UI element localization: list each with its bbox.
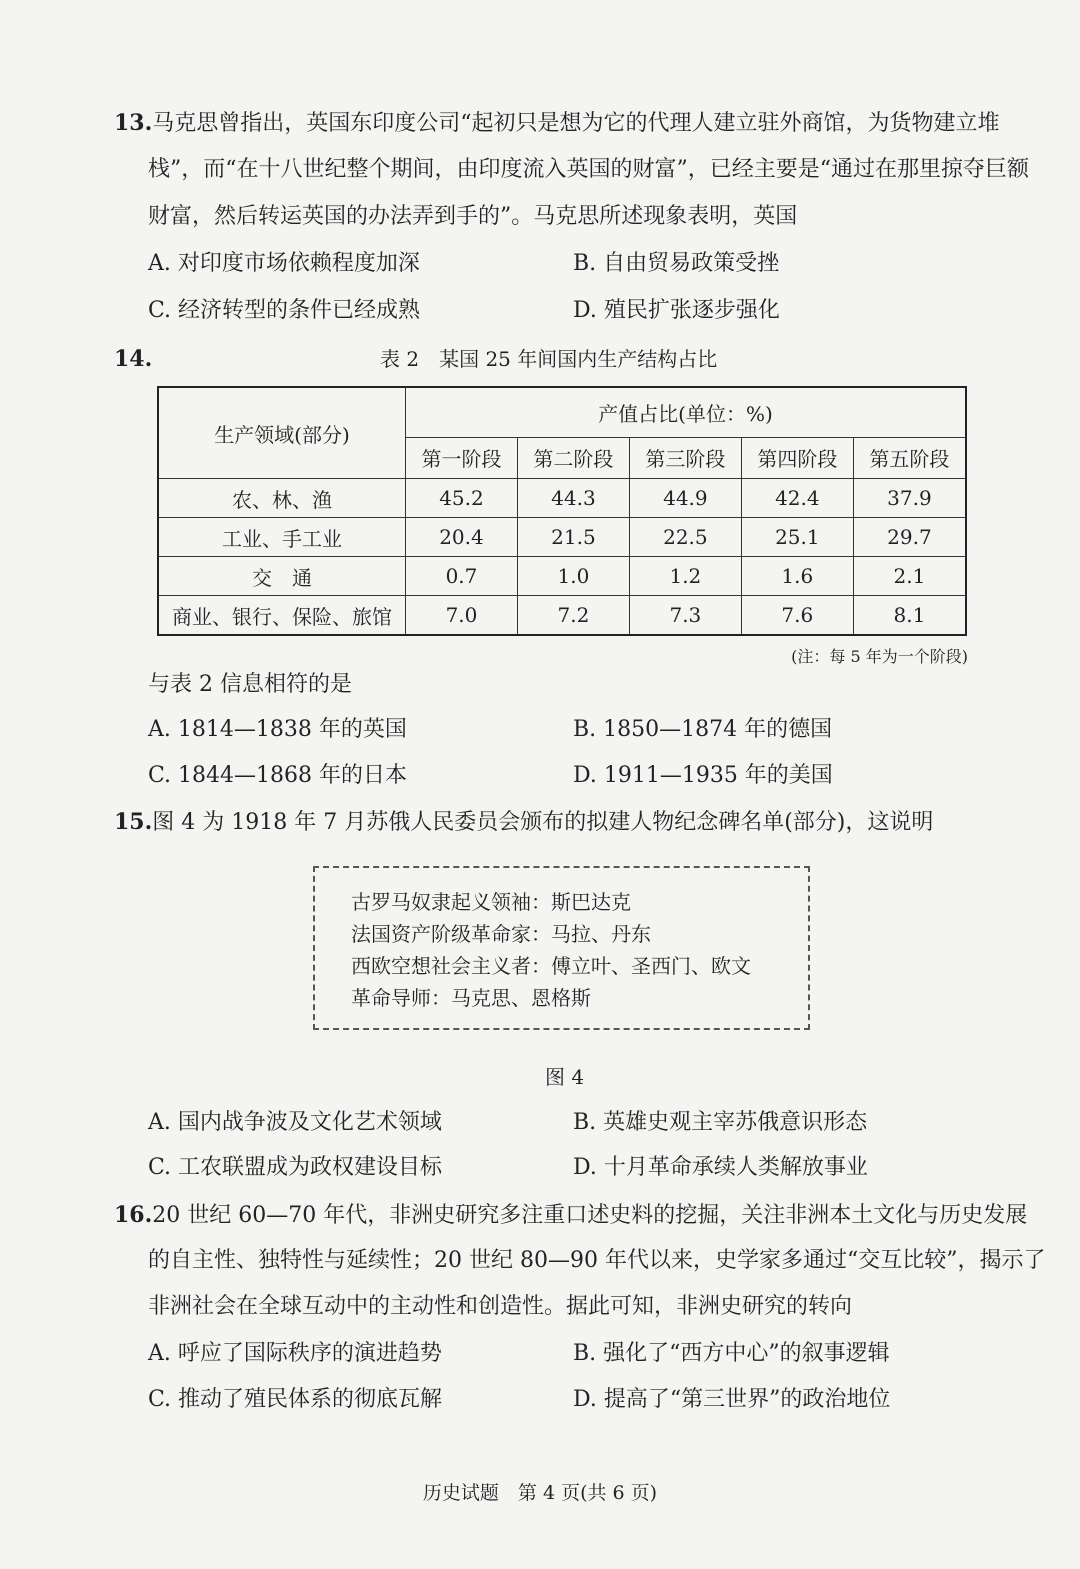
production-structure-table [157,386,967,636]
option-b[interactable]: B. 自由贸易政策受挫 [573,251,780,276]
table-cell: 8.1 [853,596,966,636]
table-row [158,596,966,636]
row-label: 商业、银行、保险、旅馆 [158,596,406,636]
option-c[interactable]: C. 推动了殖民体系的彻底瓦解 [148,1387,443,1412]
table-cell: 7.3 [629,596,741,636]
question-number: 13. [114,110,153,136]
table-group-header: 产值占比(单位：%) [406,387,967,437]
option-c[interactable]: C. 1844—1868 年的日本 [148,763,408,788]
figure-line: 法国资产阶级革命家：马拉、丹东 [351,922,651,946]
table-column-header: 第四阶段 [741,437,853,478]
table-cell: 1.2 [629,557,741,596]
table-cell: 1.0 [517,557,629,596]
table-row-header: 生产领域(部分) [158,387,406,479]
question-text-line: 的自主性、独特性与延续性；20 世纪 80—90 年代以来，史学家多通过“交互比较”，揭示了 [148,1248,1046,1273]
table-cell: 25.1 [741,518,853,557]
table-note: (注：每 5 年为一个阶段) [791,647,968,666]
option-d[interactable]: D. 殖民扩张逐步强化 [573,298,780,323]
table-cell: 2.1 [853,557,966,596]
option-c[interactable]: C. 经济转型的条件已经成熟 [148,298,421,323]
table-cell: 29.7 [853,518,966,557]
table-cell: 7.6 [741,596,853,636]
table-cell: 42.4 [741,479,853,518]
question-text-line: 20 世纪 60—70 年代，非洲史研究多注重口述史料的挖掘，关注非洲本土文化与历史发展 [152,1203,1028,1228]
figure-caption: 图 4 [545,1065,585,1089]
table-cell: 22.5 [629,518,741,557]
question-stem: 与表 2 信息相符的是 [148,672,352,697]
option-a[interactable]: A. 1814—1838 年的英国 [148,717,407,742]
row-label: 农、林、渔 [158,479,406,518]
row-label: 工业、手工业 [158,518,406,557]
option-b[interactable]: B. 强化了“西方中心”的叙事逻辑 [573,1341,890,1366]
option-b[interactable]: B. 英雄史观主宰苏俄意识形态 [573,1110,868,1135]
table-cell: 1.6 [741,557,853,596]
question-text-line: 栈”，而“在十八世纪整个期间，由印度流入英国的财富”，已经主要是“通过在那里掠夺巨额 [148,157,1029,182]
table-title: 表 2 某国 25 年间国内生产结构占比 [380,347,718,371]
row-label: 交 通 [158,557,406,596]
table-row [158,557,966,596]
option-b[interactable]: B. 1850—1874 年的德国 [573,717,833,742]
table-cell: 21.5 [517,518,629,557]
option-c[interactable]: C. 工农联盟成为政权建设目标 [148,1155,443,1180]
option-d[interactable]: D. 十月革命承续人类解放事业 [573,1155,868,1180]
figure-4-box [313,866,810,1030]
table-column-header: 第三阶段 [629,437,741,478]
table-column-header: 第五阶段 [853,437,966,478]
question-stem: 图 4 为 1918 年 7 月苏俄人民委员会颁布的拟建人物纪念碑名单(部分)，这说明 [152,810,934,835]
option-a[interactable]: A. 国内战争波及文化艺术领域 [148,1110,442,1135]
page-footer: 历史试题 第 4 页(共 6 页) [422,1482,658,1504]
table-column-header: 第二阶段 [517,437,629,478]
question-text-line: 财富，然后转运英国的办法弄到手的”。马克思所述现象表明，英国 [148,204,798,229]
table-cell: 0.7 [406,557,518,596]
table-cell: 20.4 [406,518,518,557]
table-cell: 7.2 [517,596,629,636]
option-a[interactable]: A. 对印度市场依赖程度加深 [148,251,420,276]
question-text-line: 马克思曾指出，英国东印度公司“起初只是想为它的代理人建立驻外商馆，为货物建立堆 [152,111,1000,136]
figure-line: 古罗马奴隶起义领袖：斯巴达克 [351,890,631,914]
table-cell: 45.2 [406,479,518,518]
question-number: 14. [114,346,153,372]
table-cell: 37.9 [853,479,966,518]
question-number: 16. [114,1202,153,1228]
option-d[interactable]: D. 提高了“第三世界”的政治地位 [573,1387,891,1412]
table-row [158,518,966,557]
option-d[interactable]: D. 1911—1935 年的美国 [573,763,833,788]
table-row [158,479,966,518]
table-cell: 44.3 [517,479,629,518]
question-number: 15. [114,809,153,835]
figure-line: 西欧空想社会主义者：傅立叶、圣西门、欧文 [351,954,751,978]
table-column-header: 第一阶段 [406,437,518,478]
figure-line: 革命导师：马克思、恩格斯 [351,986,591,1010]
table-cell: 7.0 [406,596,518,636]
question-text-line: 非洲社会在全球互动中的主动性和创造性。据此可知，非洲史研究的转向 [148,1294,853,1319]
table-cell: 44.9 [629,479,741,518]
option-a[interactable]: A. 呼应了国际秩序的演进趋势 [148,1341,442,1366]
